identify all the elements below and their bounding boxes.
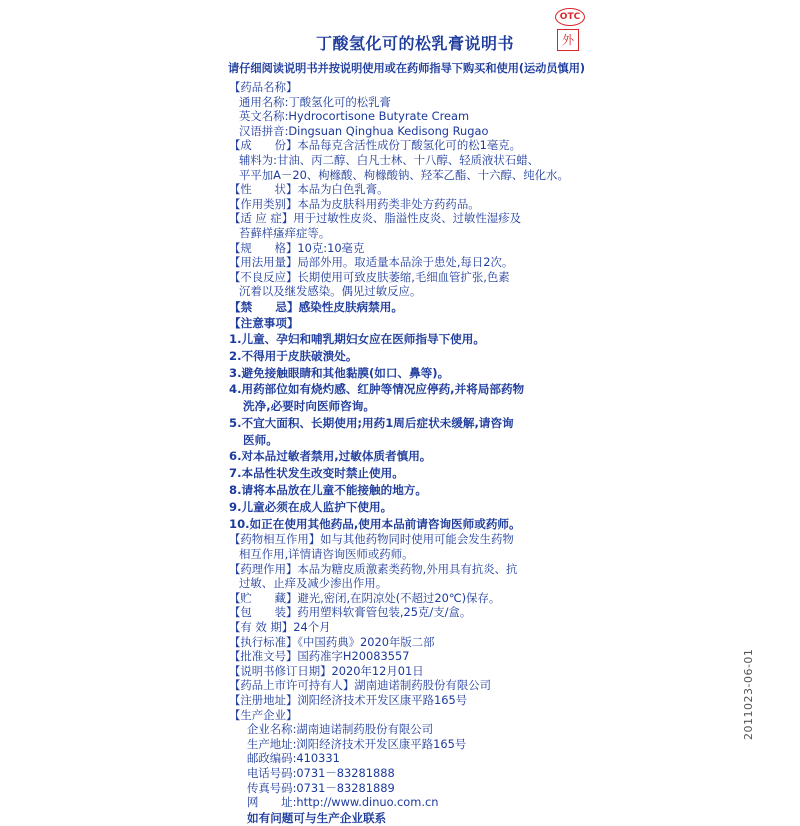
precaution-item-3: 3.避免接触眼睛和其他黏膜(如口、鼻等)。 [229, 365, 450, 380]
adverse-reactions-line-1: 【不良反应】长期使用可致皮肤萎缩,毛细血管扩张,色素 [229, 269, 510, 284]
contraindications-line: 【禁 忌】感染性皮肤病禁用。 [229, 299, 403, 314]
precaution-item-10: 10.如正在使用其他药品,使用本品前请咨询医师或药师。 [229, 516, 521, 531]
category-line: 【作用类别】本品为皮肤科用药类非处方药药品。 [229, 196, 480, 211]
phone-line: 电话号码:0731－83281888 [247, 765, 395, 780]
side-print-date: 2011023-06-01 [742, 648, 755, 740]
precaution-item-1: 1.儿童、孕妇和哺乳期妇女应在医师指导下使用。 [229, 331, 485, 346]
shelf-life-line: 【有 效 期】24个月 [229, 620, 331, 635]
description-line: 【性 状】本品为白色乳膏。 [229, 182, 389, 197]
section-drug-name-heading: 【药品名称】 [229, 80, 298, 94]
adverse-reactions-line-2: 沉着以及继发感染。偶见过敏反应。 [239, 284, 422, 299]
indications-line-1: 【适 应 症】用于过敏性皮炎、脂溢性皮炎、过敏性湿疹及 [229, 211, 522, 226]
otc-badge: OTC [555, 8, 585, 26]
packaging-line: 【包 装】药用塑料软膏管包装,25克/支/盒。 [229, 605, 472, 620]
indications-line-2: 苔藓样瘙痒症等。 [239, 225, 331, 240]
precaution-item-2: 2.不得用于皮肤破溃处。 [229, 348, 358, 363]
external-use-mark: 外 [557, 29, 579, 51]
company-name-line: 企业名称:湖南迪诺制药股份有限公司 [247, 722, 434, 737]
precaution-item-5-cont: 医师。 [243, 432, 278, 447]
document-title: 丁酸氢化可的松乳膏说明书 [315, 34, 514, 53]
registered-address-line: 【注册地址】浏阳经济技术开发区康平路165号 [229, 693, 468, 707]
precaution-item-4-cont: 洗净,必要时向医师咨询。 [243, 399, 375, 414]
storage-line: 【贮 藏】避光,密闭,在阴凉处(不超过20℃)保存。 [229, 590, 501, 605]
pinyin-name-line: 汉语拼音:Dingsuan Qinghua Kedisong Rugao [239, 123, 489, 138]
specification-line: 【规 格】10克:10毫克 [229, 240, 365, 255]
precaution-item-5: 5.不宜大面积、长期使用;用药1周后症状未缓解,请咨询 [229, 415, 514, 430]
contact-note-line: 如有问题可与生产企业联系 [247, 810, 387, 825]
composition-line: 【成 份】本品每克含活性成份丁酸氢化可的松1毫克。 [229, 138, 522, 153]
approval-number-line: 【批准文号】国药准字H20083557 [229, 649, 410, 664]
license-holder-line: 【药品上市许可持有人】湖南迪诺制药股份有限公司 [229, 678, 491, 693]
interactions-line-2: 相互作用,详情请咨询医师或药师。 [239, 547, 414, 562]
revision-date-line: 【说明书修订日期】2020年12月01日 [229, 663, 424, 678]
production-address-line: 生产地址:浏阳经济技术开发区康平路165号 [247, 736, 467, 751]
dosage-line: 【用法用量】局部外用。取适量本品涂于患处,每日2次。 [229, 255, 514, 270]
manufacturer-heading: 【生产企业】 [229, 707, 298, 722]
precaution-item-4: 4.用药部位如有烧灼感、红肿等情况应停药,并将局部药物 [229, 382, 525, 397]
document-subtitle: 请仔细阅读说明书并按说明使用或在药师指导下购买和使用(运动员慎用) [228, 62, 586, 75]
precaution-item-9: 9.儿童必须在成人监护下使用。 [229, 499, 393, 514]
precaution-item-7: 7.本品性状发生改变时禁止使用。 [229, 466, 404, 481]
generic-name-line: 通用名称:丁酸氢化可的松乳膏 [239, 94, 391, 109]
pharmacology-line-1: 【药理作用】本品为糖皮质激素类药物,外用具有抗炎、抗 [229, 561, 518, 576]
excipients-line-2: 平平加A－20、枸橼酸、枸橼酸钠、羟苯乙酯、十六醇、纯化水。 [239, 167, 569, 182]
precautions-heading: 【注意事项】 [229, 315, 299, 330]
interactions-line-1: 【药物相互作用】如与其他药物同时使用可能会发生药物 [229, 532, 514, 547]
fax-line: 传真号码:0731－83281889 [247, 780, 395, 795]
standard-line: 【执行标准】《中国药典》2020年版二部 [229, 634, 435, 649]
english-name-line: 英文名称:Hydrocortisone Butyrate Cream [239, 109, 470, 124]
precaution-item-6: 6.对本品过敏者禁用,过敏体质者慎用。 [229, 449, 432, 464]
pharmacology-line-2: 过敏、止痒及减少渗出作用。 [239, 576, 388, 591]
website-line: 网 址:http://www.dinuo.com.cn [247, 795, 439, 810]
postal-code-line: 邮政编码:410331 [247, 751, 340, 766]
excipients-line-1: 辅料为:甘油、丙二醇、白凡士林、十八醇、轻质液状石蜡、 [239, 152, 539, 167]
leaflet-body [225, 80, 585, 826]
precaution-item-8: 8.请将本品放在儿童不能接触的地方。 [229, 483, 427, 498]
